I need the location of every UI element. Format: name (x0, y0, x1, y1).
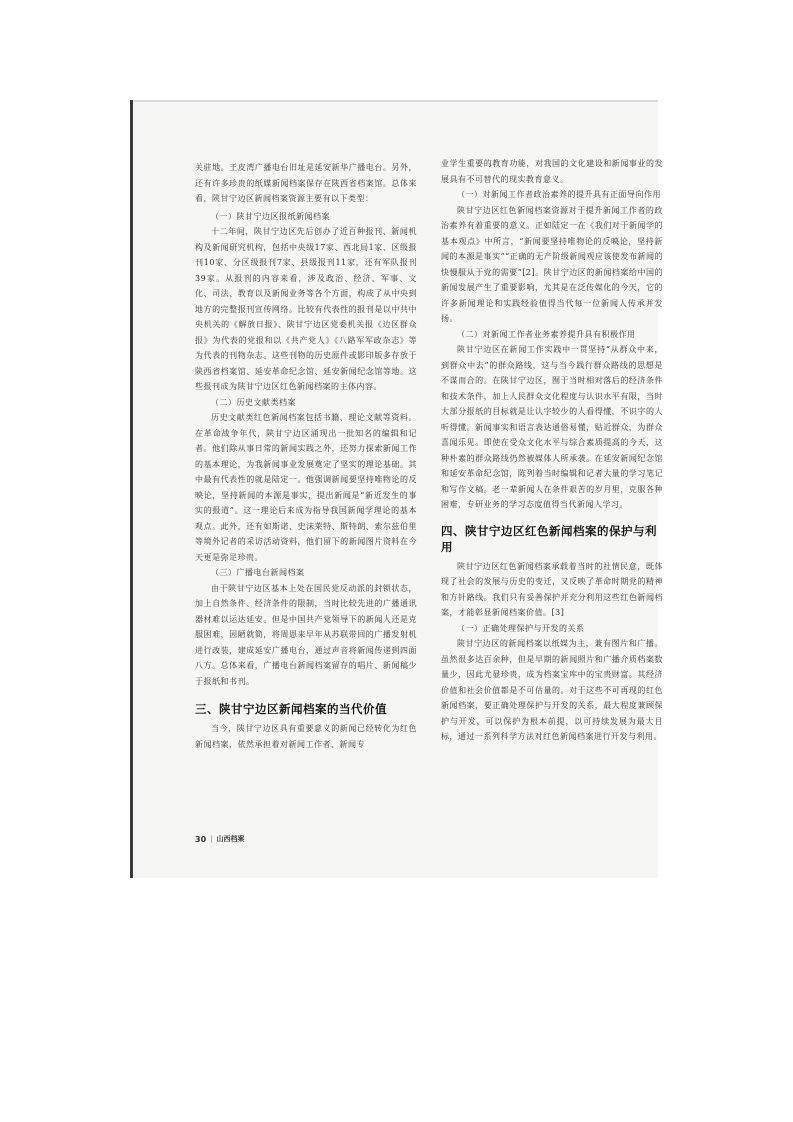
section-title: 三、陕甘宁边区新闻档案的当代价值 (195, 702, 387, 716)
paragraph: 由于陕甘宁边区基本上处在国民党反动派的封锁状态，加上自然条件、经济条件的限制，当时比较先进的广播通讯器材难以运达延安。但是中国共产党领导下的新闻人还是克服困难，因陋就简，将周恩来早年从苏联带回的广播发射机进行改装，建成延安广播电台，通过声音将新闻传递到四面八方。总体来看，广播电台新闻档案留存的唱片、新闻稿少于报纸和书刊。 (195, 583, 417, 686)
paragraph: 陕甘宁边区的新闻档案以纸媒为主，兼有图片和广播。虽然很多达百余种，但是早期的新闻照片和广播介质档案数量少，因此尤显珍贵，成为档案宝库中的宝贵财富。其经济价值和社会价值都是不可估量的。对于这些不可再现的红色新闻档案，要正确处理保护与开发的关系，最大程度兼顾保护与开发，可以保护为根本前提，以可持续发展为最大目标，通过一系列科学方法对红色新闻档案进行开发与利用。 (441, 639, 663, 741)
section-title: 四、陕甘宁边区红色新闻档案的保护与利用 (441, 523, 657, 554)
magazine-name: 山西档案 (216, 835, 245, 843)
paragraph: 历史文献类红色新闻档案包括书籍、理论文献等资料。在革命战争年代，陕甘宁边区涌现出一批知名的编辑和记者。他们除从事日常的新闻实践之外，还努力探索新闻工作的基本理论，为我新闻事业发展奠定了坚实的理论基础。其中最有代表性的就是陆定一。他强调新闻要坚持唯物论的反映论，坚持新闻的本源是事实，提出新闻是“新近发生的事实的报道”。这一理论后来成为指导我国新闻学理论的基本观点。此外，还有如斯诺、史沫莱特、斯特朗、索尔兹伯里等境外记者的采访活动资料，他们留下的新闻图片资料在今天更是弥足珍贵。 (195, 413, 417, 562)
subheading: （一）陕甘宁边区报纸新闻档案 (211, 211, 330, 221)
right-column (441, 156, 663, 745)
paragraph: 业学生重要的教育功能，对我国的文化建设和新闻事业的发展具有不可替代的现实教育意义。 (441, 159, 663, 184)
left-column (195, 160, 417, 752)
paragraph: 陕甘宁边区在新闻工作实践中一贯坚持“从群众中来，到群众中去”的群众路线，这与当今践行群众路线的思想是不谋而合的。在陕甘宁边区，囿于当时相对落后的经济条件和技术条件，加上人民群众文化程度与认识水平有限，当时大部分报纸的目标就是让认字较少的人看得懂，不识字的人听得懂。新闻事实和语言表达通俗易懂，贴近群众，为群众喜闻乐见。即使在受众文化水平与综合素质提高的今天，这种朴素的群众路线仍然被媒体人所承袭。在延安新闻纪念馆和延安革命纪念馆，陈列着当时编辑和记者大量的学习笔记和写作文稿。老一辈新闻人在条件艰苦的岁月里，克服各种困难，专研业务的学习态度值得当代新闻人学习。 (441, 345, 663, 509)
scanned-page (130, 100, 663, 878)
paragraph: 当今，陕甘宁边区具有重要意义的新闻已经转化为红色新闻档案，依然承担着对新闻工作者、新闻专 (195, 724, 417, 749)
subheading: （一）对新闻工作者政治素养的提升具有正面导向作用 (457, 190, 661, 199)
paragraph: 关驻地。王皮湾广播电台旧址是延安新华广播电台。另外，还有许多珍贵的纸媒新闻档案保存在陕西省档案馆。总体来看，陕甘宁边区新闻档案资源主要有以下类型： (195, 163, 417, 203)
subheading: （二）历史文献类档案 (211, 397, 296, 407)
paragraph: 十二年间，陕甘宁边区先后创办了近百种报刊、新闻机构及新闻研究机构，包括中央级17家、西北局1家、区级报刊10家、分区级报刊7家、县级报刊11家，还有军队报刊39家。从报刊的内容来看，涉及政治、经济、军事、文化、司法、教育以及新闻业务等各个方面，构成了从中央到地方的完整报刊宣传网络。比较有代表性的报刊是以中共中央机关的《解放日报》、陕甘宁边区党委机关报《边区群众报》为代表的党报和以《共产党人》《八路军军政杂志》等为代表的刊物杂志。这些刊物的历史原件或影印版多存放于陕西省档案馆、延安革命纪念馆、延安新闻纪念馆等地。这些报刊成为陕甘宁边区红色新闻档案的主体内容。 (195, 227, 417, 391)
paragraph: 陕甘宁边区红色新闻档案承载着当时的社情民意，既体现了社会的发展与历史的变迁，又反映了革命时期党的精神和方针路线。我们只有妥善保护并充分利用这些红色新闻档案，才能彰显新闻档案价值。[3] (441, 561, 663, 617)
paragraph: 陕甘宁边区红色新闻档案资源对于提升新闻工作者的政治素养有着重要的意义。正如陆定一在《我们对于新闻学的基本观点》中所言，“新闻要坚持唯物论的反映论，坚持新闻的本源是事实”“正确的无产阶级新闻观应该使发布新闻的快慢服从于党的需要”[2]。陕甘宁边区的新闻档案给中国的新闻发展产生了重要影响，尤其是在泛传媒化的今天，它的许多新闻理论和实践经验值得当代每一位新闻人传承并发扬。 (441, 205, 663, 323)
subheading: （二）对新闻工作者业务素养提升具有积极作用 (457, 329, 636, 339)
subheading: （三）广播电台新闻档案 (211, 568, 305, 577)
page-footer (195, 834, 245, 844)
subheading: （一）正确处理保护与开发的关系 (457, 623, 585, 633)
page-number: 30 (195, 834, 207, 844)
footer-divider: | (210, 835, 213, 843)
